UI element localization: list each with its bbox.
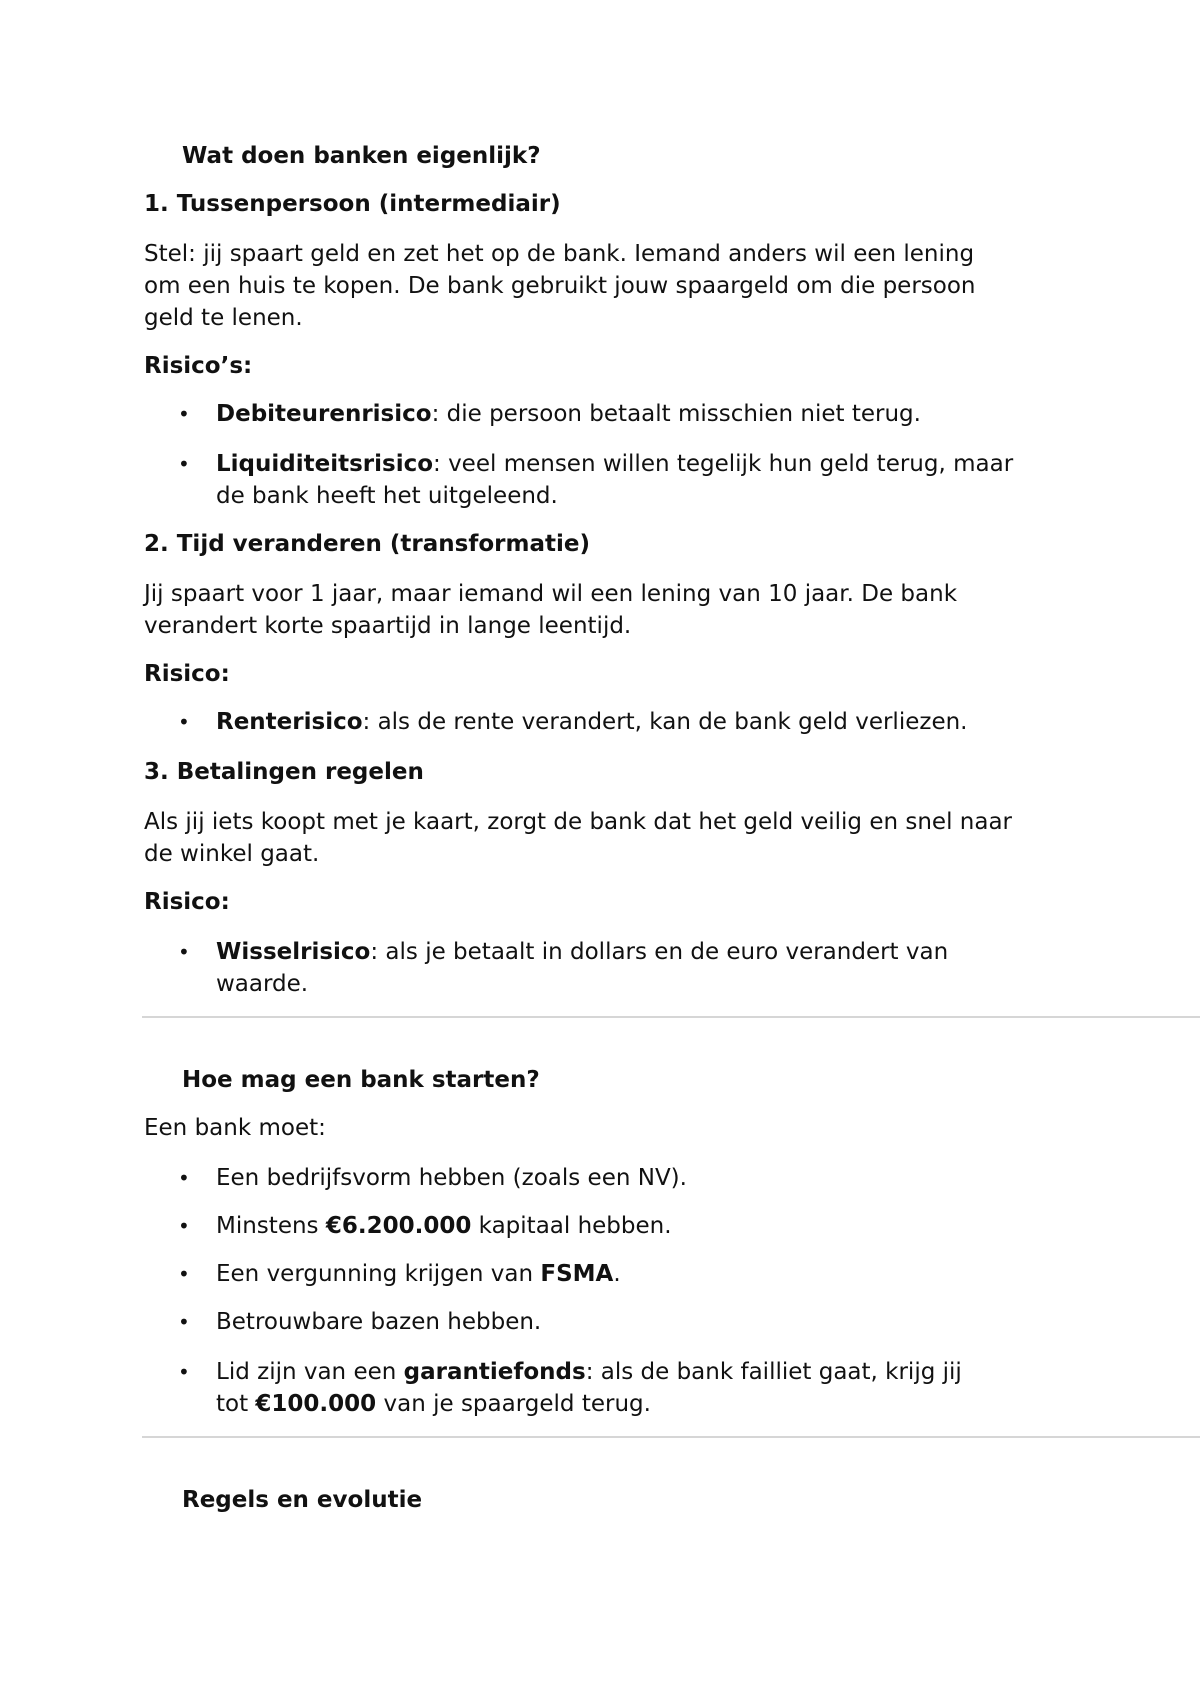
bullet-icon: • — [178, 710, 190, 734]
bullet-icon: • — [178, 1214, 190, 1238]
list-item — [216, 1306, 541, 1338]
paragraph-line: Stel: jij spaart geld en zet het op de bank. Iemand anders wil een lening — [144, 241, 975, 267]
bullet-icon: • — [178, 402, 190, 426]
item-text: . — [613, 1261, 621, 1287]
list-item — [216, 1356, 962, 1388]
list-item — [216, 1258, 621, 1290]
item-text: kapitaal hebben. — [471, 1213, 672, 1239]
item-bold: garantiefonds — [403, 1359, 586, 1385]
paragraph-line: verandert korte spaartijd in lange leentijd. — [144, 613, 632, 639]
risk-term: Renterisico — [216, 709, 363, 735]
paragraph-line: de winkel gaat. — [144, 841, 320, 867]
bullet-icon: • — [178, 1262, 190, 1286]
section-title-regels: Regels en evolutie — [182, 1487, 423, 1513]
item-text: Minstens — [216, 1213, 326, 1239]
item-text: Een bedrijfsvorm hebben (zoals een NV). — [216, 1165, 687, 1191]
risk-term: Liquiditeitsrisico — [216, 451, 434, 477]
list-item-continuation: de bank heeft het uitgeleend. — [216, 483, 558, 509]
list-item — [216, 448, 1013, 480]
risk-description: : die persoon betaalt misschien niet terug. — [431, 401, 921, 427]
bullet-icon: • — [178, 1310, 190, 1334]
item-text: Lid zijn van een — [216, 1359, 404, 1385]
section-title-banken: Wat doen banken eigenlijk? — [182, 143, 541, 169]
risks-label: Risico’s: — [144, 353, 253, 379]
horizontal-divider — [142, 1436, 1200, 1438]
risk-label: Risico: — [144, 661, 230, 687]
item-text: van je spaargeld terug. — [376, 1391, 651, 1417]
risk-label: Risico: — [144, 889, 230, 915]
paragraph-line: Jij spaart voor 1 jaar, maar iemand wil een lening van 10 jaar. De bank — [144, 581, 958, 607]
bullet-icon: • — [178, 1166, 190, 1190]
paragraph-line: Een bank moet: — [144, 1115, 326, 1141]
subsection-title-tussenpersoon: 1. Tussenpersoon (intermediair) — [144, 191, 561, 217]
subsection-title-betalingen: 3. Betalingen regelen — [144, 759, 424, 785]
item-text: Betrouwbare bazen hebben. — [216, 1309, 542, 1335]
risk-description: : als de rente verandert, kan de bank geld verliezen. — [362, 709, 968, 735]
risk-description: : als je betaalt in dollars en de euro verandert van — [370, 939, 949, 965]
horizontal-divider — [142, 1016, 1200, 1018]
bullet-icon: • — [178, 452, 190, 476]
list-item — [216, 398, 921, 430]
item-text: : als de bank failliet gaat, krijg jij — [585, 1359, 962, 1385]
item-bold: €6.200.000 — [325, 1213, 472, 1239]
risk-term: Debiteurenrisico — [216, 401, 432, 427]
paragraph-line: geld te lenen. — [144, 305, 303, 331]
item-text: tot — [216, 1391, 256, 1417]
paragraph-line: Als jij iets koopt met je kaart, zorgt de bank dat het geld veilig en snel naar — [144, 809, 1012, 835]
list-item — [216, 1162, 687, 1194]
list-item-continuation — [216, 1388, 651, 1420]
list-item-continuation: waarde. — [216, 971, 309, 997]
bullet-icon: • — [178, 1360, 190, 1384]
list-item — [216, 936, 948, 968]
risk-term: Wisselrisico — [216, 939, 371, 965]
item-bold: FSMA — [540, 1261, 614, 1287]
paragraph-line: om een huis te kopen. De bank gebruikt jouw spaargeld om die persoon — [144, 273, 976, 299]
bullet-icon: • — [178, 940, 190, 964]
risk-description: : veel mensen willen tegelijk hun geld terug, maar — [433, 451, 1014, 477]
item-text: Een vergunning krijgen van — [216, 1261, 541, 1287]
item-bold: €100.000 — [255, 1391, 377, 1417]
section-title-bank-starten: Hoe mag een bank starten? — [182, 1067, 540, 1093]
list-item — [216, 706, 967, 738]
list-item — [216, 1210, 672, 1242]
subsection-title-transformatie: 2. Tijd veranderen (transformatie) — [144, 531, 590, 557]
